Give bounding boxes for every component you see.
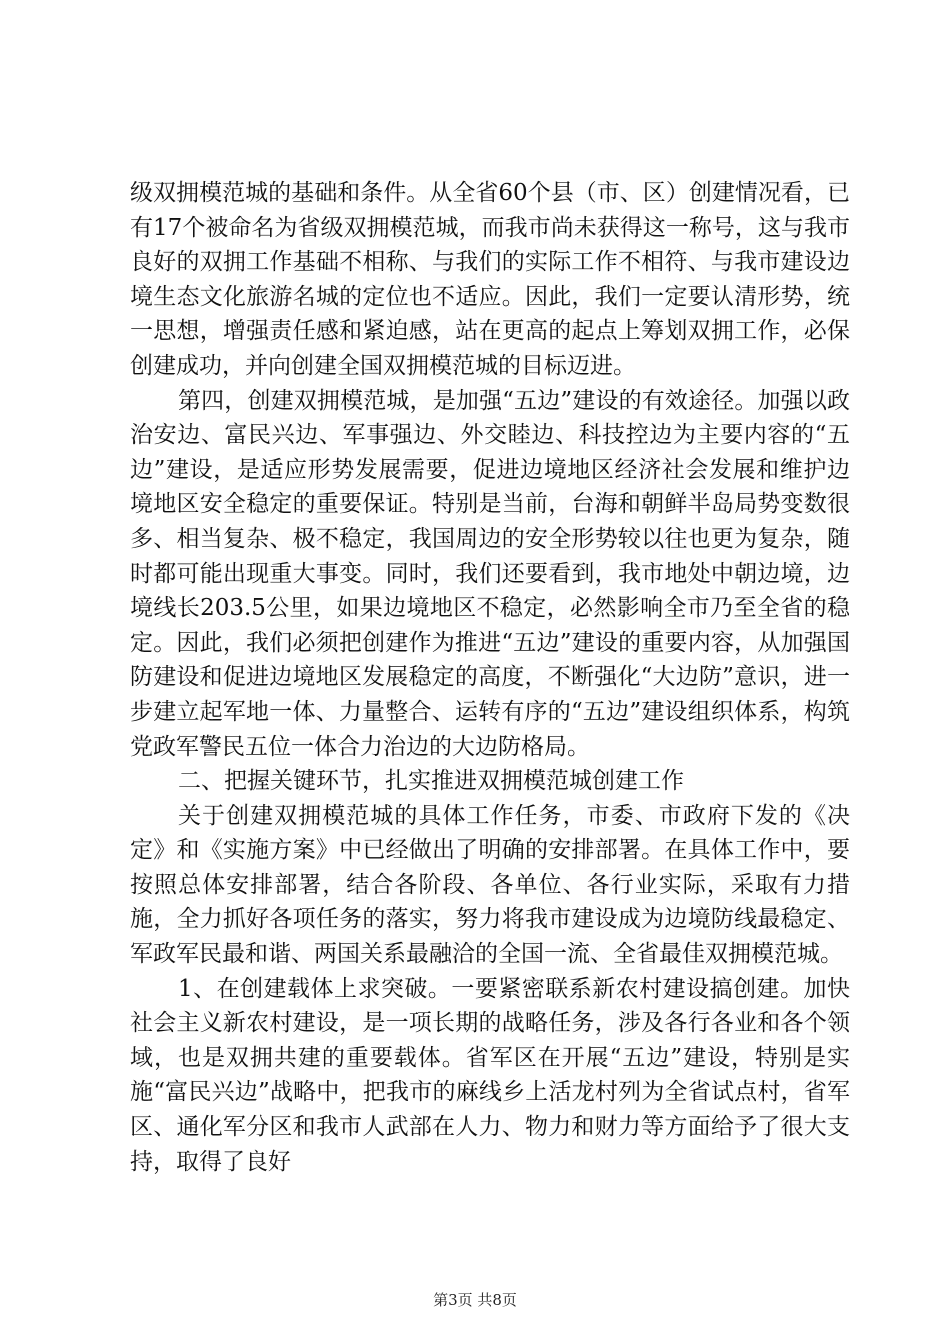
paragraph-continuation: 级双拥模范城的基础和条件。从全省60个县（市、区）创建情况看，已有17个被命名为省级双拥模范城，而我市尚未获得这一称号，这与我市良好的双拥工作基础不相称、与我们的实际工作不相符、与我市建设边境生态文化旅游名城的定位也不适应。因此，我们一定要认清形势，统一思想，增强责任感和紧迫感，站在更高的起点上筹划双拥工作，必保创建成功，并向创建全国双拥模范城的目标迈进。 [130,180,850,379]
paragraph-point-one: 1、在创建载体上求突破。一要紧密联系新农村建设搞创建。加快社会主义新农村建设，是一项长期的战略任务，涉及各行各业和各个领域，也是双拥共建的重要载体。省军区在开展“五边”建设，特别是实施“富民兴边”战略中，把我市的麻线乡上活龙村列为全省试点村，省军区、通化军分区和我市人武部在人力、物力和财力等方面给予了很大支持，取得了良好 [130,975,850,1175]
document-body [130,176,850,1179]
paragraph-fourth-point: 第四，创建双拥模范城，是加强“五边”建设的有效途径。加强以政治安边、富民兴边、军事强边、外交睦边、科技控边为主要内容的“五边”建设，是适应形势发展需要，促进边境地区经济社会发展和维护边境地区安全稳定的重要保证。特别是当前，台海和朝鲜半岛局势变数很多、相当复杂、极不稳定，我国周边的安全形势较以往也更为复杂，随时都可能出现重大事变。同时，我们还要看到，我市地处中朝边境，边境线长203.5公里，如果边境地区不稳定，必然影响全市乃至全省的稳定。因此，我们必须把创建作为推进“五边”建设的重要内容，从加强国防建设和促进边境地区发展稳定的高度，不断强化“大边防”意识，进一步建立起军地一体、力量整合、运转有序的“五边”建设组织体系，构筑党政军警民五位一体合力治边的大边防格局。 [130,387,850,760]
page-number-footer: 第3页 共8页 [433,1291,517,1309]
section-heading: 二、把握关键环节，扎实推进双拥模范城创建工作 [178,768,684,795]
paragraph-tasks: 关于创建双拥模范城的具体工作任务，市委、市政府下发的《决定》和《实施方案》中已经做出了明确的安排部署。在具体工作中，要按照总体安排部署，结合各阶段、各单位、各行业实际，采取有力措施，全力抓好各项任务的落实，努力将我市建设成为边境防线最稳定、军政军民最和谐、两国关系最融洽的全国一流、全省最佳双拥模范城。 [130,802,850,968]
